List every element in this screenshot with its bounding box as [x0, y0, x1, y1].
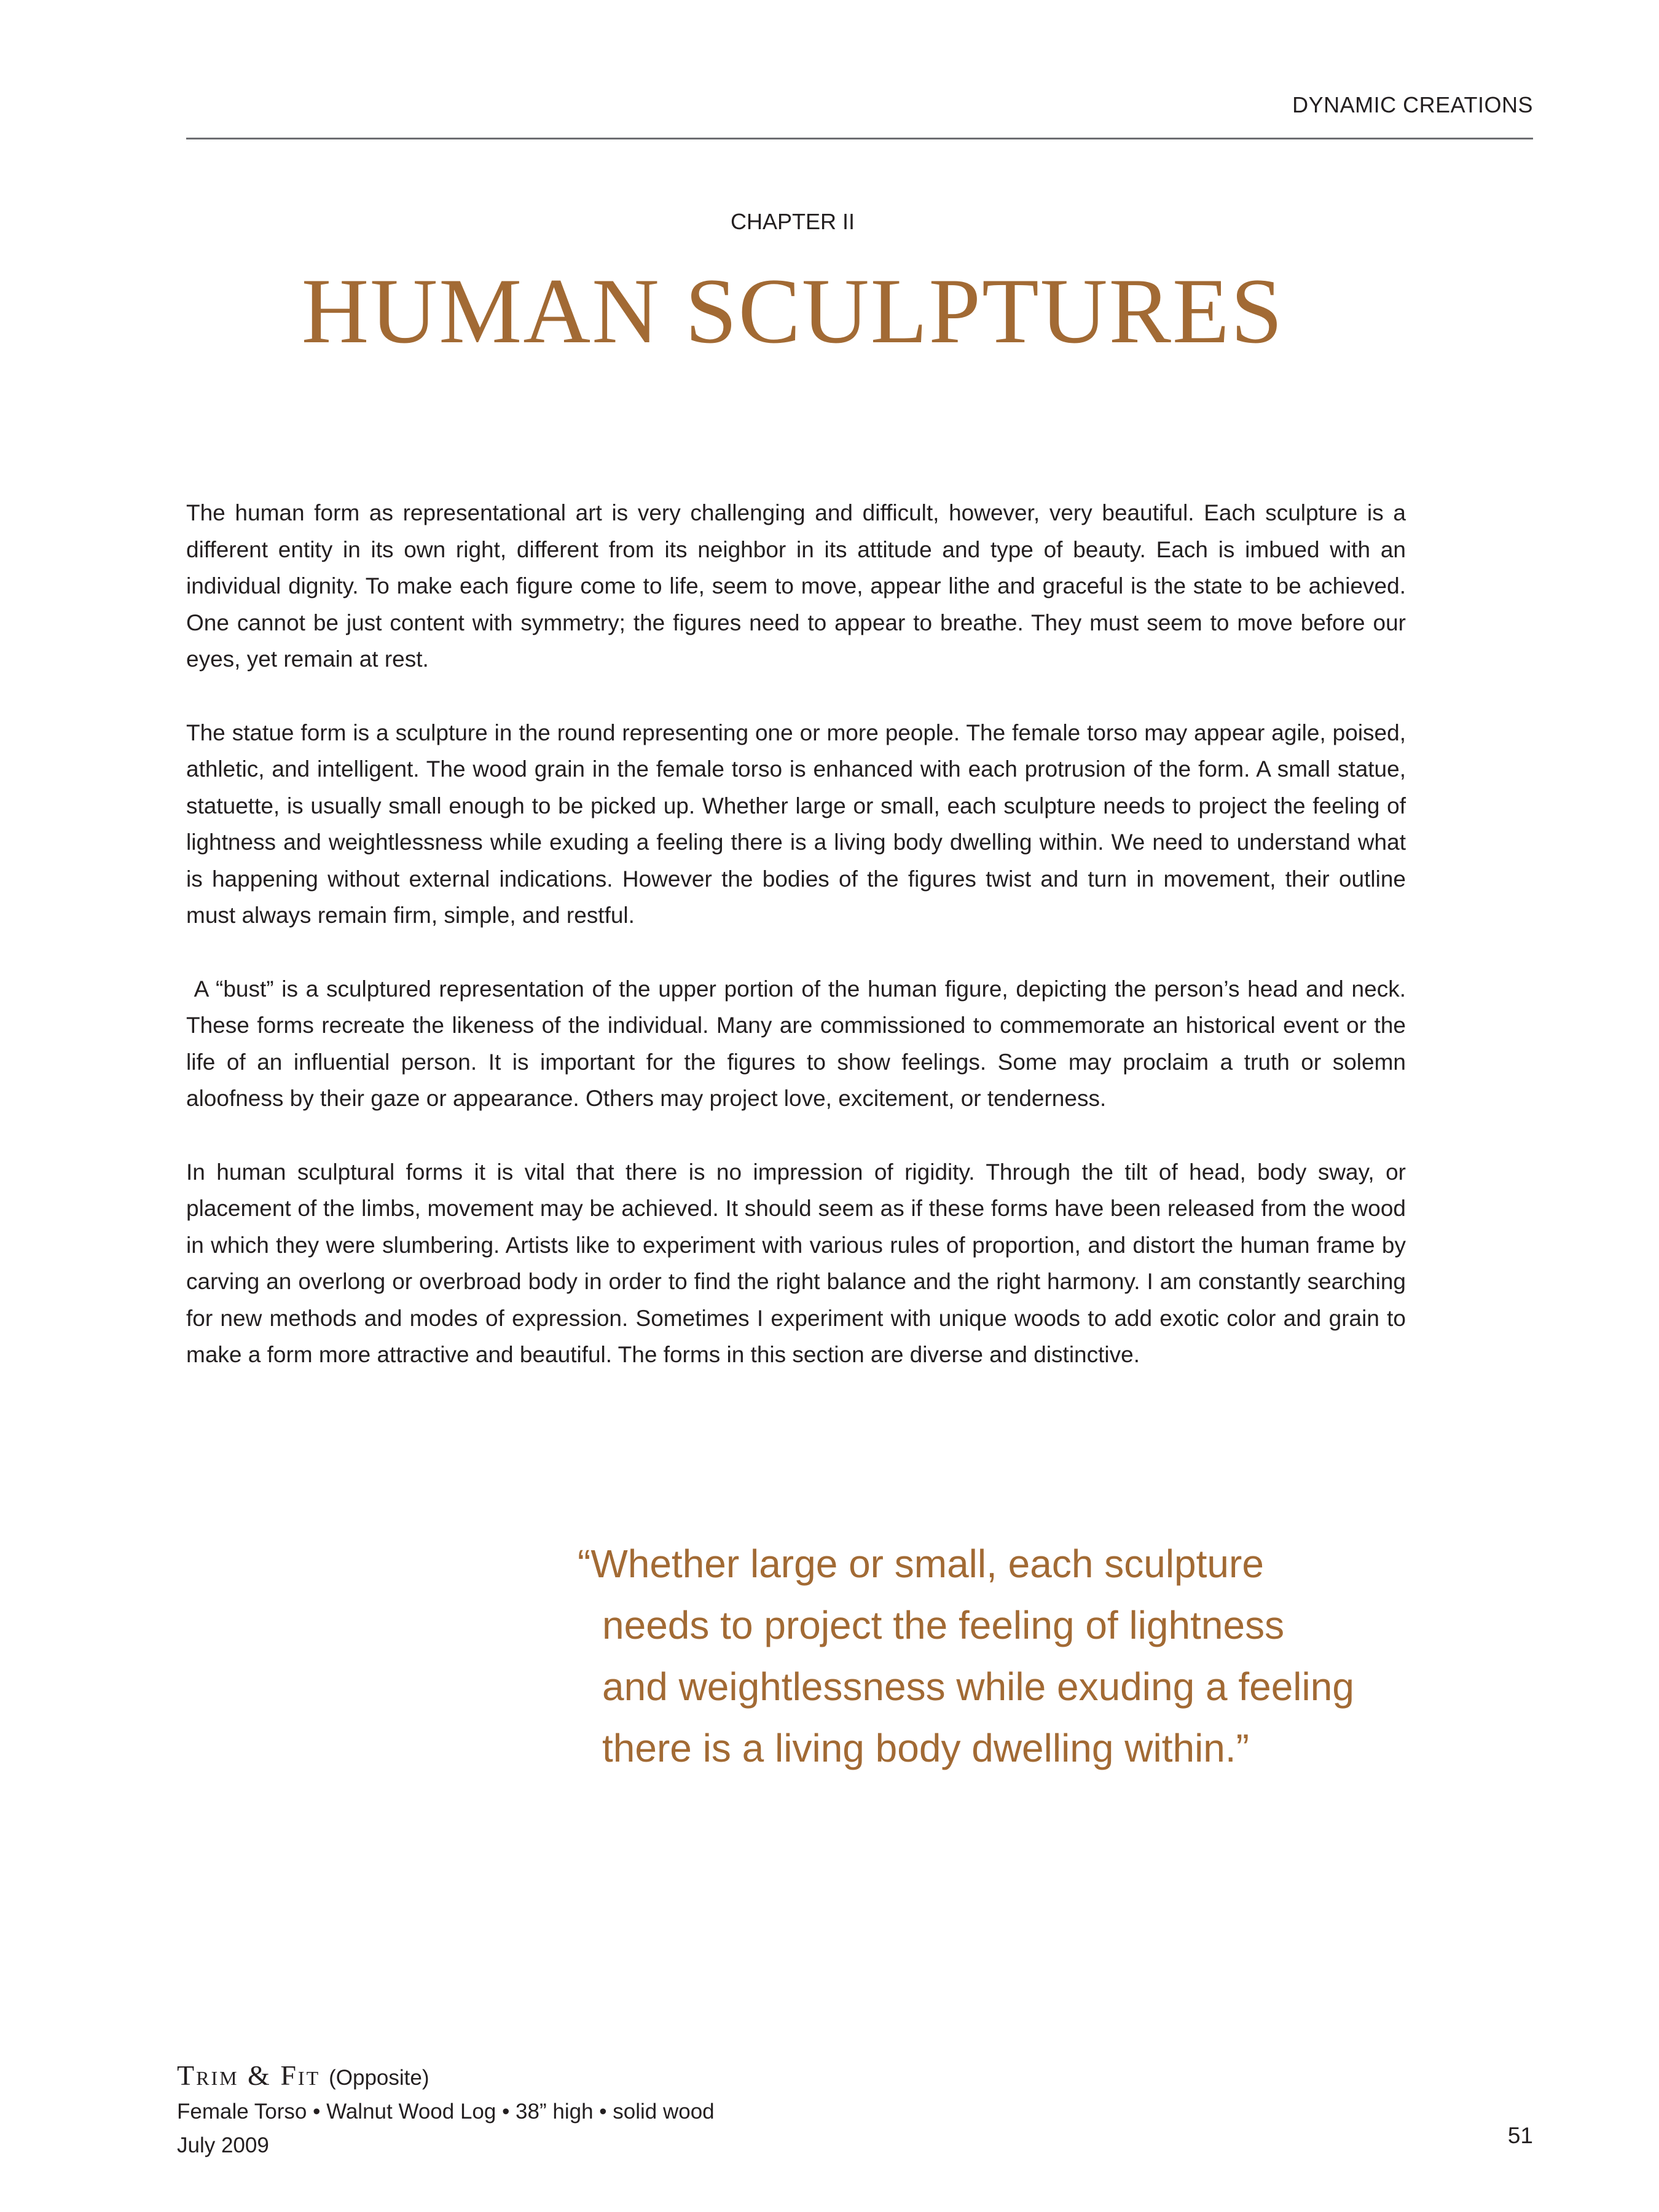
pull-quote-line: needs to project the feeling of lightness: [602, 1603, 1285, 1647]
pull-quote-line: “Whether large or small, each sculpture: [578, 1542, 1264, 1586]
paragraph-4: In human sculptural forms it is vital that there is no impression of rigidity. Through the tilt of head, body sway, or placement of the limbs, movement may be achieved. It should seem as if these forms have been released from the wood in which they were slumbering. Artists like to experiment with various rules of proportion, and distort the human frame by carving an overlong or overbroad body in order to find the right balance and the right harmony. I am constantly searching for new methods and modes of expression. Sometimes I experiment with unique woods to add exotic color and grain to make a form more attractive and beautiful. The forms in this section are diverse and distinctive.: [186, 1159, 1406, 1367]
running-head: DYNAMIC CREATIONS: [1292, 92, 1533, 117]
caption-title-line: [177, 2058, 715, 2095]
chapter-label: CHAPTER II: [730, 209, 855, 234]
paragraph-1: The human form as representational art is very challenging and difficult, however, very beautiful. Each sculpture is a different entity in its own right, different from its neighbor in its attitude and type of beauty. Each is imbued with an individual dignity. To make each figure come to life, seem to move, appear lithe and graceful is the state to be achieved. One cannot be just content with symmetry; the figures need to appear to breathe. They must seem to move before our eyes, yet remain at rest.: [186, 500, 1406, 672]
caption-details: Female Torso • Walnut Wood Log • 38” high • solid wood: [177, 2100, 715, 2124]
header-rule: [186, 138, 1533, 139]
caption-note: (Opposite): [329, 2066, 429, 2090]
paragraph-2: The statue form is a sculpture in the round representing one or more people. The female torso may appear agile, poised, athletic, and intelligent. The wood grain in the female torso is enhanced with each protrusion of the form. A small statue, statuette, is usually small enough to be picked up. Whether large or small, each sculpture needs to project the feeling of lightness and weightlessness while exuding a feeling there is a living body dwelling within. We need to understand what is happening without external indications. However the bodies of the figures twist and turn in movement, their outline must always remain firm, simple, and restful.: [186, 720, 1406, 928]
pull-quote: [578, 1533, 1438, 1779]
pull-quote-line: there is a living body dwelling within.”: [602, 1726, 1249, 1770]
image-caption: [177, 2058, 715, 2162]
chapter-title: HUMAN SCULPTURES: [301, 259, 1284, 363]
caption-date: July 2009: [177, 2133, 269, 2157]
caption-title: Trim & Fit: [177, 2060, 321, 2091]
pull-quote-line: and weightlessness while exuding a feeling: [602, 1665, 1354, 1709]
body-text: [186, 495, 1406, 1410]
paragraph-3: A “bust” is a sculptured representation of the upper portion of the human figure, depicting the person’s head and neck. These forms recreate the likeness of the individual. Many are commissioned to commemorate an historical event or the life of an influential person. It is important for the figures to show feelings. Some may proclaim a truth or solemn aloofness by their gaze or appearance. Others may project love, excitement, or tenderness.: [186, 976, 1406, 1111]
page-number: 51: [1507, 2123, 1533, 2148]
